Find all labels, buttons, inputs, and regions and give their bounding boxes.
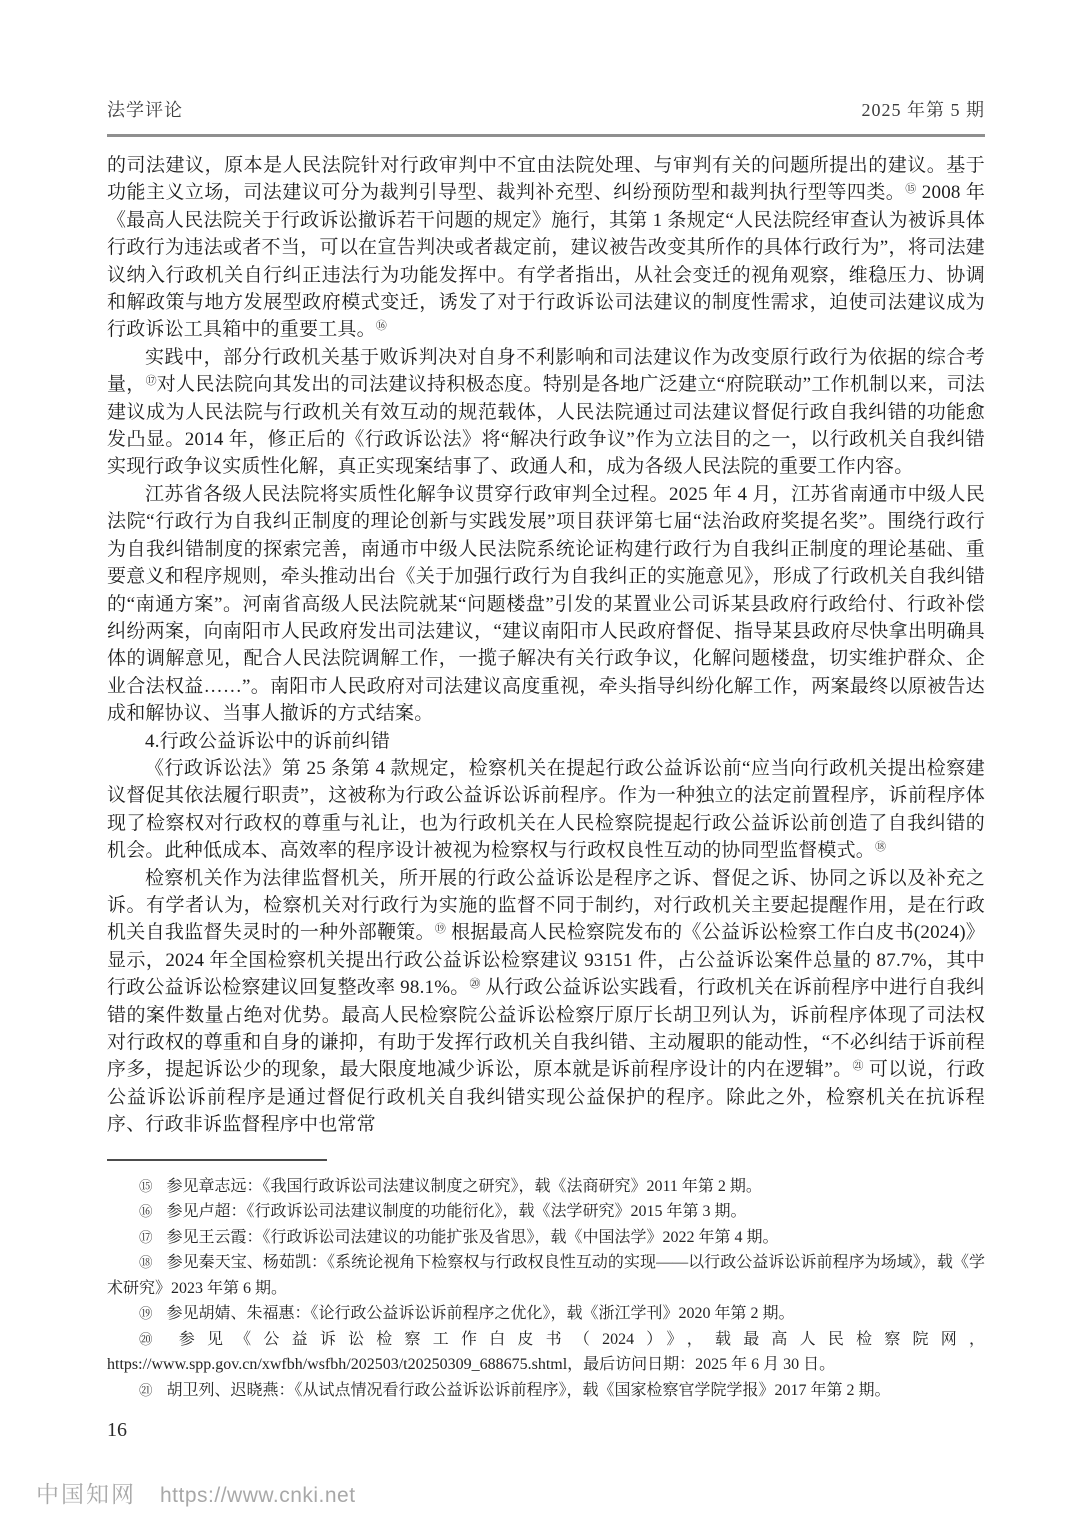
cnki-brand-label: 中国知网	[36, 1481, 136, 1507]
footnote-marker: ⑱	[139, 1255, 153, 1271]
cnki-url: https://www.cnki.net	[160, 1484, 356, 1507]
footnote-ref: ⑮	[905, 183, 917, 196]
footnote-text: 参见王云霞：《行政诉讼司法建议的功能扩张及省思》，载《中国法学》2022 年第 4 期。	[166, 1228, 779, 1246]
article-body	[107, 152, 985, 1139]
footnote-ref: ㉑	[852, 1060, 864, 1073]
header-rule	[107, 134, 985, 137]
footnote-ref: ⑰	[145, 375, 157, 388]
footnote-item	[107, 1225, 985, 1251]
footnote-marker: ⑰	[139, 1229, 153, 1245]
footnote-ref: ⑲	[434, 923, 446, 936]
page-number: 16	[107, 1419, 127, 1442]
body-paragraph: 检察机关作为法律监督机关，所开展的行政公益诉讼是程序之诉、督促之诉、协同之诉以及补充之诉。有学者认为，检察机关对行政行为实施的监督不同于制约，对行政机关主要起提醒作用，是在行政机关自我监督失灵时的一种外部鞭策。⑲ 根据最高人民检察院发布的《公益诉讼检察工作白皮书(2024)》显示，2024 年全国检察机关提出行政公益诉讼检察建议 93151 件，占公益诉讼案件总量的 87.7%，其中行政公益诉讼检察建议回复整改率 98.1%。⑳ 从行政公益诉讼实践看，行政机关在诉前程序中进行自我纠错的案件数量占绝对优势。最高人民检察院公益诉讼检察厅原厅长胡卫列认为，诉前程序体现了司法权对行政权的尊重和自身的谦抑，有助于发挥行政机关自我纠错、主动履职的能动性，“不必纠结于诉前程序多，提起诉讼少的现象，最大限度地减少诉讼，原本就是诉前程序设计的内在逻辑”。$^㉑$ 可以说，行政公益诉讼诉前程序是通过督促行政机关自我纠错实现公益保护的程序。除此之外，检察机关在抗诉程序、行政非诉监督程序中也常常	[107, 867, 986, 1136]
footnote-text: 胡卫列、迟晓燕：《从试点情况看行政公益诉讼诉前程序》，载《国家检察官学院学报》2017 年第 2 期。	[166, 1381, 891, 1399]
footnote-text: 参见《公益诉讼检察工作白皮书（2024）》，载最高人民检察院网，https://www.spp.gov.cn/xwfbh/wsfbh/202503/t20250309_688675.shtml，最后访问日期：2025 年 6 月 30 日。	[107, 1330, 985, 1374]
section-heading: 4.行政公益诉讼中的诉前纠错	[145, 730, 391, 752]
body-paragraph: 《行政诉讼法》第 25 条第 4 款规定，检察机关在提起行政公益诉讼前“应当向行政机关提出检察建议督促其依法履行职责”，这被称为行政公益诉讼诉前程序。作为一种独立的法定前置程序，诉前程序体现了检察权对行政权的尊重与礼让，也为行政机关在人民检察院提起行政公益诉讼前创造了自我纠错的机会。此种低成本、高效率的程序设计被视为检察权与行政权良性互动的协同型监督模式。⑱	[107, 757, 985, 862]
body-paragraph: 实践中，部分行政机关基于败诉判决对自身不利影响和司法建议作为改变原行政行为依据的综合考量，⑰对人民法院向其发出的司法建议持积极态度。特别是各地广泛建立“府院联动”工作机制以来，司法建议成为人民法院与行政机关有效互动的规范载体，人民法院通过司法建议督促行政自我纠错的功能愈发凸显。2014 年，修正后的《行政诉讼法》将“解决行政争议”作为立法目的之一，以行政机关自我纠错实现行政争议实质性化解，真正实现案结事了、政通人和，成为各级人民法院的重要工作内容。	[107, 346, 986, 478]
footnotes-list	[107, 1174, 985, 1404]
footnote-text: 参见胡婧、朱福惠：《论行政公益诉讼诉前程序之优化》，载《浙江学刊》2020 年第 2 期。	[166, 1305, 795, 1323]
footnote-ref: ⑳	[469, 978, 481, 991]
body-paragraph: 的司法建议，原本是人民法院针对行政审判中不宜由法院处理、与审判有关的问题所提出的建议。基于功能主义立场，司法建议可分为裁判引导型、裁判补充型、纠纷预防型和裁判执行型等四类。⑮ 2008 年《最高人民法院关于行政诉讼撤诉若干问题的规定》施行，其第 1 条规定“人民法院经审查认为被诉具体行政行为违法或者不当，可以在宣告判决或者裁定前，建议被告改变其所作的具体行政行为”，将司法建议纳入行政机关自行纠正违法行为功能发挥中。有学者指出，从社会变迁的视角观察，维稳压力、协调和解政策与地方发展型政府模式变迁，诱发了对于行政诉讼司法建议的制度性需求，迫使司法建议成为行政诉讼工具箱中的重要工具。⑯	[107, 155, 986, 341]
footnote-marker: ㉑	[139, 1382, 153, 1398]
footnote-marker: ⑯	[139, 1204, 153, 1220]
issue-label: 2025 年第 5 期	[861, 100, 985, 120]
footnote-item	[107, 1378, 985, 1404]
footnote-item	[107, 1199, 985, 1225]
page-header	[107, 96, 985, 122]
cnki-watermark	[36, 1476, 356, 1509]
footnote-text: 参见卢超：《行政诉讼司法建议制度的功能衍化》，载《法学研究》2015 年第 3 期。	[166, 1203, 747, 1221]
body-paragraph: 江苏省各级人民法院将实质性化解争议贯穿行政审判全过程。2025 年 4 月，江苏省南通市中级人民法院“行政行为自我纠正制度的理论创新与实践发展”项目获评第七届“法治政府奖提名奖”。围绕行政行为自我纠错制度的探索完善，南通市中级人民法院系统论证构建行政行为自我纠正制度的理论基础、重要意义和程序规则，牵头推动出台《关于加强行政行为自我纠正的实施意见》，形成了行政机关自我纠错的“南通方案”。河南省高级人民法院就某“问题楼盘”引发的某置业公司诉某县政府行政给付、行政补偿纠纷两案，向南阳市人民政府发出司法建议，“建议南阳市人民政府督促、指导某县政府尽快拿出明确具体的调解意见，配合人民法院调解工作，一揽子解决有关行政争议，化解问题楼盘，切实维护群众、企业合法权益……”。南阳市人民政府对司法建议高度重视，牵头指导纠纷化解工作，两案最终以原被告达成和解协议、当事人撤诉的方式结案。	[107, 483, 985, 725]
footnote-text: 参见秦天宝、杨茹凯：《系统论视角下检察权与行政权良性互动的实现——以行政公益诉讼诉前程序为场域》，载《学术研究》2023 年第 6 期。	[107, 1254, 985, 1297]
footnote-item	[107, 1174, 985, 1200]
footnote-item	[107, 1301, 985, 1327]
footnote-marker: ⑮	[139, 1178, 153, 1194]
footnote-item	[107, 1327, 985, 1378]
journal-title: 法学评论	[107, 100, 183, 120]
footnote-ref: ⑯	[375, 320, 387, 333]
footnote-marker: ⑲	[139, 1306, 153, 1322]
footnote-ref: ⑱	[875, 841, 887, 854]
footnote-marker: ⑳	[139, 1331, 165, 1347]
footnote-item	[107, 1250, 985, 1301]
footnote-separator	[107, 1159, 327, 1161]
footnote-text: 参见章志远：《我国行政诉讼司法建议制度之研究》，载《法商研究》2011 年第 2 期。	[166, 1177, 762, 1195]
